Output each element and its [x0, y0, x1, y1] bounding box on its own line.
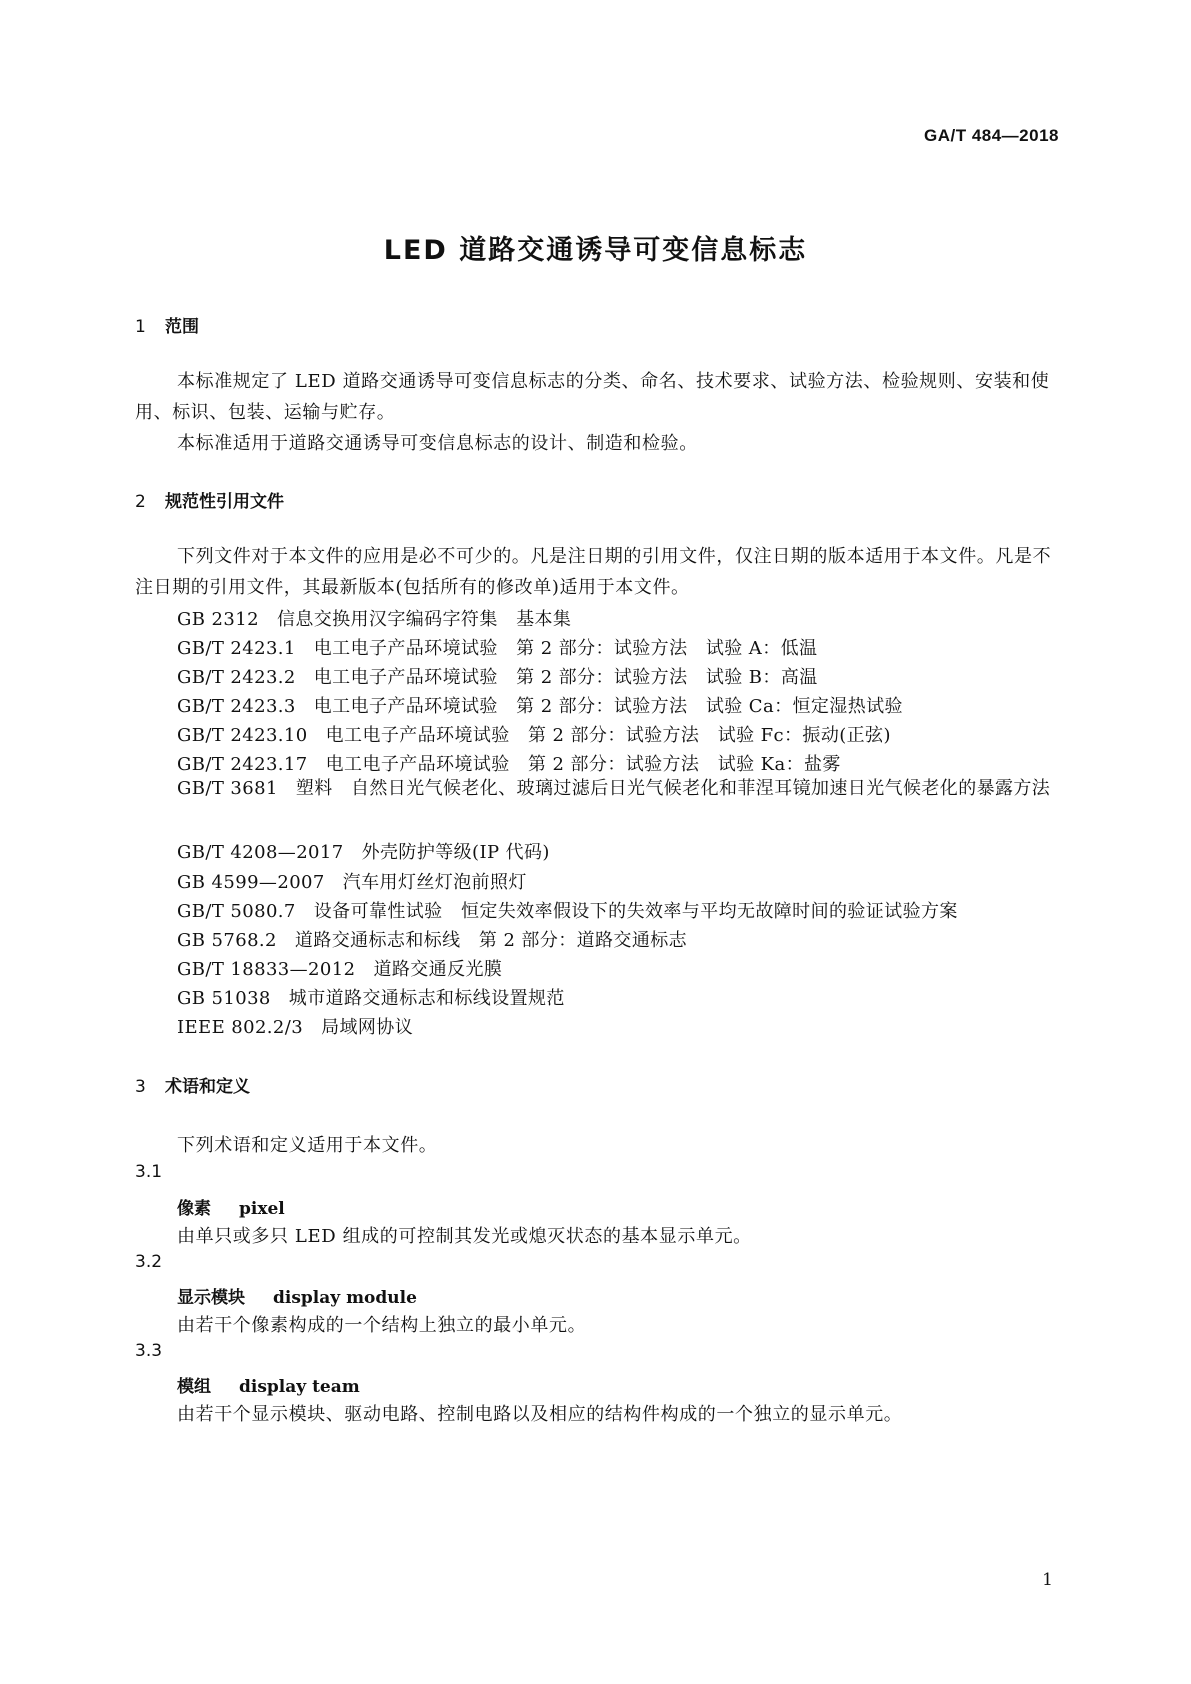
section-number: 1 — [135, 317, 146, 337]
term-name — [177, 1283, 417, 1308]
reference-item — [177, 897, 958, 923]
reference-item — [177, 868, 527, 894]
term-name-en: pixel — [239, 1199, 285, 1219]
term-name-en: display team — [239, 1377, 360, 1397]
document-title: LED 道路交通诱导可变信息标志 — [383, 235, 808, 266]
reference-code: GB/T 4208—2017 — [177, 842, 344, 863]
section-2-heading — [135, 487, 284, 512]
reference-title: 设备可靠性试验 恒定失效率假设下的失效率与平均无故障时间的验证试验方案 — [313, 901, 958, 922]
term-definition: 由若干个像素构成的一个结构上独立的最小单元。 — [177, 1315, 587, 1336]
reference-title: 塑料 自然日光气候老化、玻璃过滤后日光气候老化和菲涅耳镜加速日光气候老化的暴露方法 — [295, 778, 1051, 799]
paragraph-text: 下列文件对于本文件的应用是必不可少的。凡是注日期的引用文件，仅注日期的版本适用于本文件。凡是不注日期的引用文件，其最新版本(包括所有的修改单)适用于本文件。 — [135, 546, 1052, 598]
page-number: 1 — [1042, 1570, 1053, 1590]
reference-code: GB 51038 — [177, 988, 271, 1009]
reference-title: 电工电子产品环境试验 第 2 部分：试验方法 试验 Ca：恒定湿热试验 — [313, 696, 903, 717]
reference-code: GB/T 2423.17 — [177, 754, 308, 775]
term-name-zh: 模组 — [177, 1377, 211, 1397]
reference-code: IEEE 802.2/3 — [177, 1017, 304, 1038]
reference-item — [177, 955, 502, 981]
reference-title: 电工电子产品环境试验 第 2 部分：试验方法 试验 Ka：盐雾 — [325, 754, 841, 775]
term-number: 3.1 — [135, 1162, 163, 1182]
reference-item — [177, 663, 818, 689]
reference-code: GB 5768.2 — [177, 930, 277, 951]
reference-title: 电工电子产品环境试验 第 2 部分：试验方法 试验 B：高温 — [313, 667, 818, 688]
reference-item — [177, 634, 817, 660]
section-1-paragraph-2 — [135, 428, 1065, 459]
term-number: 3.3 — [135, 1341, 163, 1361]
reference-item — [177, 692, 903, 718]
term-definition: 由若干个显示模块、驱动电路、控制电路以及相应的结构件构成的一个独立的显示单元。 — [177, 1404, 903, 1425]
reference-code: GB/T 18833—2012 — [177, 959, 356, 980]
term-name — [177, 1194, 285, 1219]
reference-code: GB/T 3681 — [177, 778, 278, 799]
reference-code: GB/T 2423.3 — [177, 696, 296, 717]
reference-code: GB 4599—2007 — [177, 872, 325, 893]
reference-item — [177, 721, 891, 747]
section-title: 术语和定义 — [165, 1077, 250, 1097]
reference-title: 汽车用灯丝灯泡前照灯 — [342, 872, 527, 893]
term-number: 3.2 — [135, 1252, 163, 1272]
term-name — [177, 1372, 360, 1397]
reference-title: 电工电子产品环境试验 第 2 部分：试验方法 试验 Fc：振动(正弦) — [325, 725, 891, 746]
reference-item — [177, 838, 550, 864]
reference-title: 电工电子产品环境试验 第 2 部分：试验方法 试验 A：低温 — [313, 638, 818, 659]
term-name-zh: 像素 — [177, 1199, 211, 1219]
term-name-en: display module — [273, 1288, 417, 1308]
reference-item — [177, 926, 687, 952]
section-1-paragraph-1 — [135, 366, 1065, 428]
standard-code: GA/T 484—2018 — [923, 126, 1059, 145]
section-title: 规范性引用文件 — [165, 492, 284, 512]
paragraph-text: 本标准规定了 LED 道路交通诱导可变信息标志的分类、命名、技术要求、试验方法、检验规则、安装和使用、标识、包装、运输与贮存。 — [135, 371, 1050, 423]
reference-code: GB/T 2423.2 — [177, 667, 296, 688]
section-3-heading — [135, 1072, 250, 1097]
reference-title: 道路交通反光膜 — [373, 959, 503, 980]
reference-title: 信息交换用汉字编码字符集 基本集 — [276, 609, 572, 630]
section-number: 2 — [135, 492, 146, 512]
reference-title: 外壳防护等级(IP 代码) — [361, 842, 550, 863]
section-number: 3 — [135, 1077, 146, 1097]
reference-title: 城市道路交通标志和标线设置规范 — [288, 988, 565, 1009]
reference-code: GB/T 5080.7 — [177, 901, 296, 922]
reference-code: GB/T 2423.10 — [177, 725, 308, 746]
reference-item — [135, 773, 1065, 804]
reference-title: 道路交通标志和标线 第 2 部分：道路交通标志 — [294, 930, 688, 951]
section-2-paragraph-1 — [135, 541, 1065, 603]
reference-code: GB/T 2423.1 — [177, 638, 296, 659]
reference-item — [177, 984, 565, 1010]
section-3-intro: 下列术语和定义适用于本文件。 — [177, 1135, 438, 1156]
section-1-heading — [135, 312, 199, 337]
reference-code: GB 2312 — [177, 609, 259, 630]
section-title: 范围 — [165, 317, 199, 337]
term-definition: 由单只或多只 LED 组成的可控制其发光或熄灭状态的基本显示单元。 — [177, 1226, 752, 1247]
reference-item — [177, 1013, 413, 1039]
paragraph-text: 本标准适用于道路交通诱导可变信息标志的设计、制造和检验。 — [177, 433, 698, 454]
term-name-zh: 显示模块 — [177, 1288, 245, 1308]
reference-item — [177, 605, 571, 631]
reference-title: 局域网协议 — [321, 1017, 414, 1038]
